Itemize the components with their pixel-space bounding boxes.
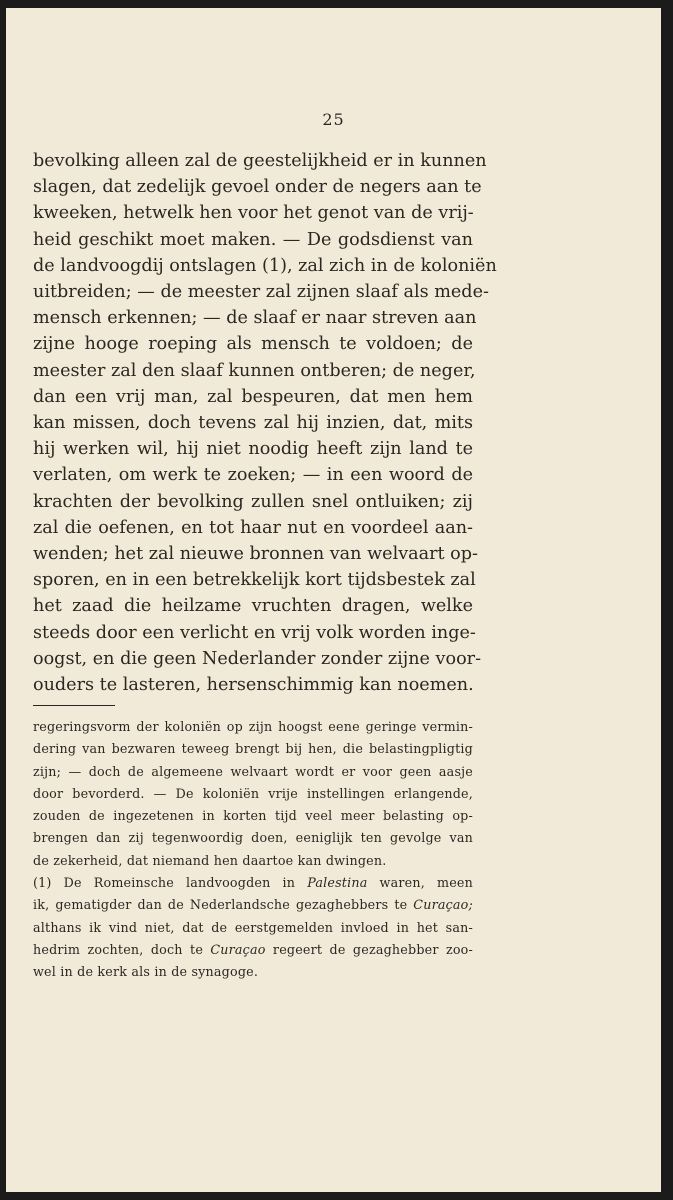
- footnote-italic: Curaçao;: [413, 897, 473, 913]
- footnotes: [33, 716, 473, 984]
- footnote-divider: [33, 705, 115, 706]
- footnote-continued: [33, 716, 473, 872]
- text-line: mensch erkennen; — de slaaf er naar streven aan: [33, 308, 477, 329]
- main-text: [33, 148, 497, 698]
- text-line: zal die oefenen, en tot haar nut en voordeel aan-: [33, 517, 473, 538]
- footnote-line: [33, 894, 473, 916]
- text-line: het zaad die heilzame vruchten dragen, welke: [33, 596, 473, 617]
- text-line: heid geschikt moet maken. — De godsdienst van: [33, 229, 473, 250]
- footnote-line: regeringsvorm der koloniën op zijn hoogst eene geringe vermin-: [33, 719, 473, 734]
- footnote-italic: Palestina: [307, 875, 368, 891]
- text-line: wenden; het zal nieuwe bronnen van welvaart op-: [33, 544, 478, 565]
- text-line: uitbreiden; — de meester zal zijnen slaaf als mede-: [33, 282, 489, 303]
- footnote-italic: Curaçao: [210, 941, 266, 957]
- page-number: 25: [322, 110, 345, 129]
- text-line: sporen, en in een betrekkelijk kort tijdsbestek zal: [33, 570, 476, 591]
- footnote-line: brengen dan zij tegenwoordig doen, eeniglijk ten gevolge van: [33, 830, 473, 846]
- footnote-line: althans ik vind niet, dat de eerstgemelden invloed in het san-: [33, 919, 473, 935]
- footnote-text: waren, meen: [367, 875, 474, 891]
- text-line: oogst, en die geen Nederlander zonder zijne voor-: [33, 648, 482, 669]
- text-line: slagen, dat zedelijk gevoel onder de negers aan te: [33, 177, 482, 198]
- text-line: kweeken, hetwelk hen voor het genot van de vrij-: [33, 203, 474, 224]
- text-line: de landvoogdij ontslagen (1), zal zich in de koloniën: [33, 255, 497, 276]
- footnote-line: dering van bezwaren teweeg brengt bij hen, die belastingpligtig: [33, 741, 473, 757]
- footnote-line: de zekerheid, dat niemand hen daartoe kan dwingen.: [33, 852, 387, 868]
- footnote-line: zouden de ingezetenen in korten tijd veel meer belasting op-: [33, 808, 473, 824]
- footnote-text: regeert de gezaghebber zoo-: [265, 941, 473, 957]
- footnote-1: [33, 872, 473, 983]
- footnote-text: (1) De Romeinsche landvoogden in: [33, 875, 308, 891]
- text-line: steeds door een verlicht en vrij volk worden inge-: [33, 622, 476, 643]
- text-line: kan missen, doch tevens zal hij inzien, dat, mits: [33, 413, 473, 434]
- text-line: meester zal den slaaf kunnen ontberen; de neger,: [33, 360, 476, 381]
- text-line: dan een vrij man, zal bespeuren, dat men hem: [33, 386, 473, 407]
- footnote-line: zijn; — doch de algemeene welvaart wordt er voor geen aasje: [33, 763, 473, 779]
- text-line: ouders te lasteren, hersenschimmig kan noemen.: [33, 675, 474, 696]
- footnote-text: hedrim zochten, doch te: [33, 941, 211, 957]
- text-line: krachten der bevolking zullen snel ontluiken; zij: [33, 491, 473, 512]
- text-line: bevolking alleen zal de geestelijkheid er in kunnen: [33, 151, 487, 171]
- footnote-line: door bevorderd. — De koloniën vrije instellingen erlangende,: [33, 785, 473, 801]
- footnote-line: [33, 872, 473, 894]
- text-line: zijne hooge roeping als mensch te voldoen; de: [33, 334, 473, 355]
- footnote-line: [33, 939, 473, 961]
- footnote-text: ik, gematigder dan de Nederlandsche gezaghebbers te: [33, 897, 414, 913]
- book-page: [6, 8, 661, 1192]
- footnote-line: wel in de kerk als in de synagoge.: [33, 964, 259, 980]
- text-line: verlaten, om werk te zoeken; — in een woord de: [33, 465, 473, 486]
- text-line: hij werken wil, hij niet noodig heeft zijn land te: [33, 439, 473, 460]
